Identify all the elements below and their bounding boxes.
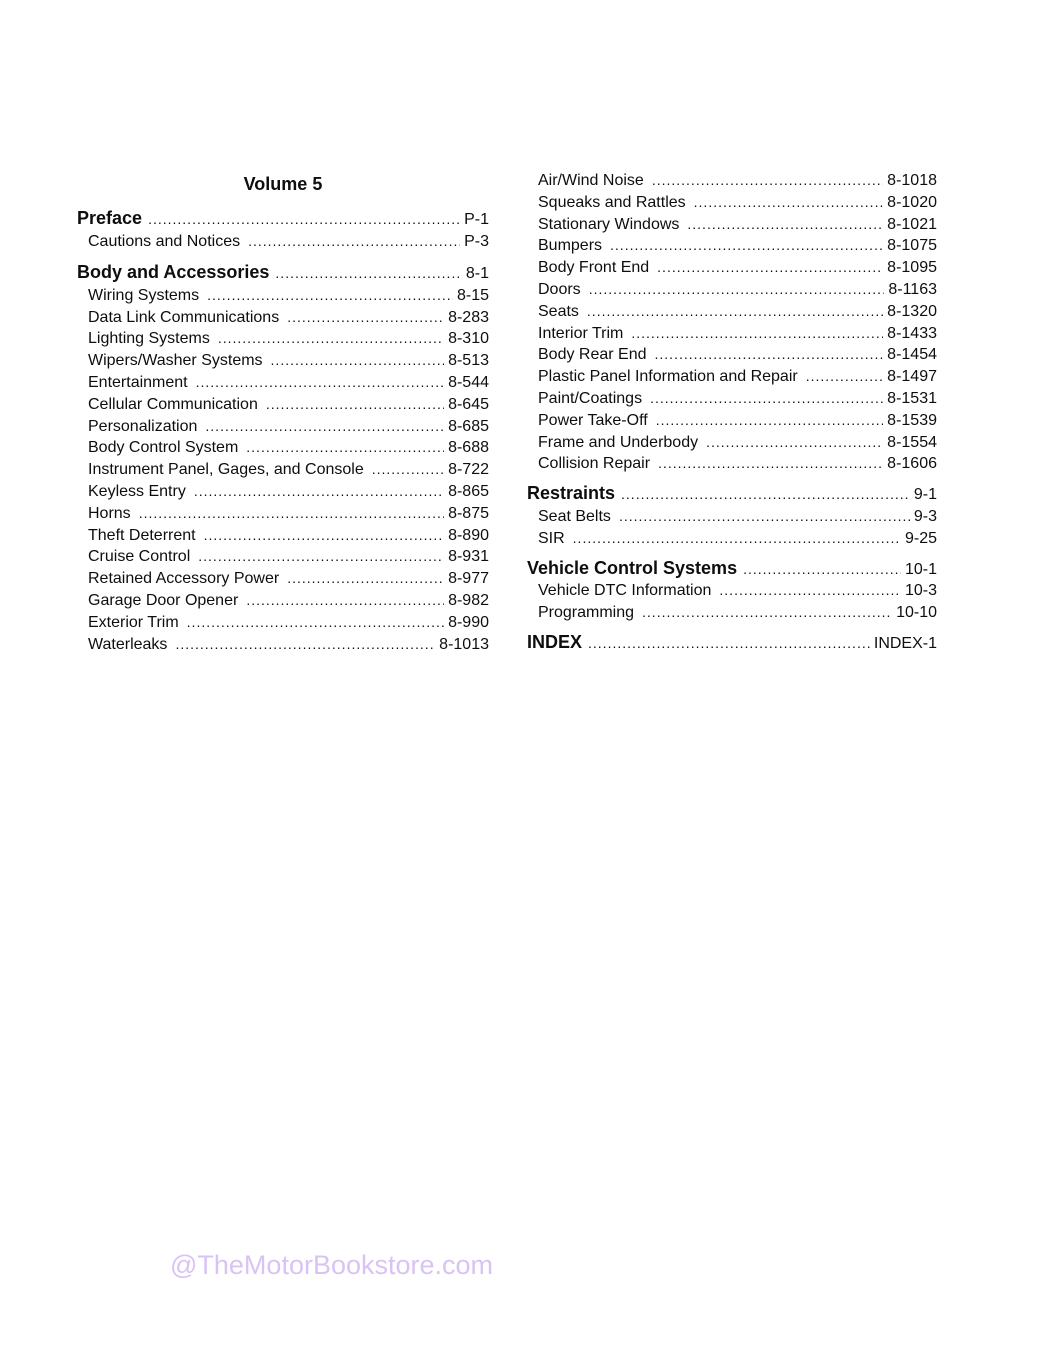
toc-entry-page: 8-875 xyxy=(448,504,489,522)
toc-entry-page: 8-685 xyxy=(448,417,489,435)
toc-entry-label: Doors xyxy=(538,280,581,298)
toc-entry-page: 8-688 xyxy=(448,439,489,457)
toc-entry-label: Power Take-Off xyxy=(538,411,648,429)
toc-entry-label: Garage Door Opener xyxy=(88,591,239,609)
toc-entry-label: Wipers/Washer Systems xyxy=(88,352,263,370)
toc-entry-page: 8-1606 xyxy=(887,455,937,473)
toc-right-column xyxy=(527,170,937,655)
toc-entry-page: 8-977 xyxy=(448,570,489,588)
toc-entry-label: Paint/Coatings xyxy=(538,389,643,407)
dot-leader xyxy=(148,208,460,230)
toc-entry-page: 8-1075 xyxy=(887,237,937,255)
toc-entry-label: Personalization xyxy=(88,417,198,435)
toc-entry-cautions-and-notices xyxy=(77,231,489,253)
toc-entry-page: 8-890 xyxy=(448,526,489,544)
toc-entry-label: Body and Accessories xyxy=(77,261,270,282)
dot-leader xyxy=(198,546,444,568)
toc-entry-page: 8-1454 xyxy=(887,346,937,364)
toc-entry-page: 8-865 xyxy=(448,482,489,500)
toc-entry-label: Vehicle Control Systems xyxy=(527,557,738,578)
toc-entry-page: 8-1320 xyxy=(887,302,937,320)
dot-leader xyxy=(218,328,444,350)
toc-entry-label: Body Rear End xyxy=(538,346,647,364)
toc-entry-label: Collision Repair xyxy=(538,455,651,473)
toc-entry-label: Squeaks and Rattles xyxy=(538,193,686,211)
toc-entry-instrument-panel-gages-and-console xyxy=(77,459,489,481)
toc-entry-page: 9-1 xyxy=(913,486,937,504)
toc-entry-exterior-trim xyxy=(77,612,489,634)
toc-entry-preface xyxy=(77,207,489,231)
toc-entry-page: 9-25 xyxy=(904,529,937,547)
dot-leader xyxy=(246,590,444,612)
toc-entry-label: Body Control System xyxy=(88,439,239,457)
toc-entry-page: 10-1 xyxy=(904,560,937,578)
toc-entry-data-link-communications xyxy=(77,307,489,329)
toc-entry-cellular-communication xyxy=(77,394,489,416)
toc-entry-entertainment xyxy=(77,372,489,394)
toc-entry-horns xyxy=(77,503,489,525)
toc-entry-squeaks-and-rattles xyxy=(527,192,937,214)
toc-entry-label: Vehicle DTC Information xyxy=(538,582,712,600)
toc-entry-label: Entertainment xyxy=(88,373,188,391)
toc-entry-page: 10-10 xyxy=(896,604,937,622)
toc-entry-body-front-end xyxy=(527,257,937,279)
toc-entry-label: Cautions and Notices xyxy=(88,233,241,250)
dot-leader xyxy=(655,344,884,366)
toc-entry-retained-accessory-power xyxy=(77,568,489,590)
toc-entry-label: Programming xyxy=(538,604,635,622)
toc-entry-power-take-off xyxy=(527,410,937,432)
toc-entry-label: Retained Accessory Power xyxy=(88,570,280,588)
dot-leader xyxy=(650,388,883,410)
toc-entry-page: 8-645 xyxy=(448,395,489,413)
toc-entry-seat-belts xyxy=(527,506,937,528)
toc-entry-label: Lighting Systems xyxy=(88,330,210,348)
dot-leader xyxy=(631,323,883,345)
toc-entry-page: 8-1013 xyxy=(439,635,489,653)
toc-entry-paint-coatings xyxy=(527,388,937,410)
dot-leader xyxy=(287,568,444,590)
toc-entry-page: 8-1163 xyxy=(888,280,937,298)
toc-entry-page: P-1 xyxy=(464,211,489,228)
toc-entry-body-rear-end xyxy=(527,344,937,366)
toc-entry-label: Theft Deterrent xyxy=(88,526,196,544)
toc-entry-wipers-washer-systems xyxy=(77,350,489,372)
dot-leader xyxy=(719,580,901,602)
toc-entry-page: 8-1 xyxy=(465,264,489,282)
toc-entry-sir xyxy=(527,528,937,550)
toc-entry-plastic-panel-information-and-repair xyxy=(527,366,937,388)
toc-entry-label: Data Link Communications xyxy=(88,308,280,326)
toc-entry-body-and-accessories xyxy=(77,261,489,285)
toc-entry-bumpers xyxy=(527,235,937,257)
dot-leader xyxy=(706,432,883,454)
dot-leader xyxy=(246,437,444,459)
toc-entry-page: 8-1554 xyxy=(887,433,937,451)
watermark-text: @TheMotorBookstore.com xyxy=(170,1250,494,1280)
dot-leader xyxy=(687,214,883,236)
toc-entry-collision-repair xyxy=(527,453,937,475)
toc-entry-body-control-system xyxy=(77,437,489,459)
volume-title: Volume 5 xyxy=(243,174,323,194)
dot-leader xyxy=(587,301,883,323)
toc-entry-page: 8-931 xyxy=(448,548,489,566)
toc-entry-seats xyxy=(527,301,937,323)
toc-entry-page: 10-3 xyxy=(904,582,937,600)
toc-entry-page: 8-544 xyxy=(448,373,489,391)
toc-entry-label: Frame and Underbody xyxy=(538,433,699,451)
toc-entry-page: 8-1497 xyxy=(887,368,937,386)
toc-left-column xyxy=(77,170,489,655)
dot-leader xyxy=(194,481,444,503)
toc-entry-label: Keyless Entry xyxy=(88,482,186,500)
dot-leader xyxy=(573,528,901,550)
toc-entry-label: Instrument Panel, Gages, and Console xyxy=(88,461,364,479)
toc-entry-label: Body Front End xyxy=(538,259,650,277)
toc-entry-label: Preface xyxy=(77,208,143,228)
dot-leader xyxy=(139,503,444,525)
toc-entry-lighting-systems xyxy=(77,328,489,350)
dot-leader xyxy=(271,350,445,372)
toc-entry-garage-door-opener xyxy=(77,590,489,612)
toc-entry-restraints xyxy=(527,483,937,506)
toc-entry-label: Wiring Systems xyxy=(88,286,200,304)
toc-entry-page: 8-1095 xyxy=(887,259,937,277)
toc-entry-page: 8-982 xyxy=(448,591,489,609)
toc-entry-page: 8-283 xyxy=(448,308,489,326)
dot-leader xyxy=(656,410,883,432)
toc-entry-waterleaks xyxy=(77,634,489,656)
dot-leader xyxy=(743,559,901,581)
toc-entry-label: Seats xyxy=(538,302,579,320)
toc-entry-page: 8-1021 xyxy=(887,215,937,233)
dot-leader xyxy=(205,416,444,438)
dot-leader xyxy=(589,279,885,301)
dot-leader xyxy=(204,525,444,547)
dot-leader xyxy=(275,262,461,284)
toc-entry-label: Bumpers xyxy=(538,237,603,255)
toc-entry-page: 8-722 xyxy=(448,461,489,479)
toc-entry-wiring-systems xyxy=(77,285,489,307)
toc-entry-page: 8-310 xyxy=(448,330,489,348)
dot-leader xyxy=(658,453,883,475)
toc-entry-label: Interior Trim xyxy=(538,324,624,342)
toc-entry-page: 8-1018 xyxy=(887,172,937,189)
toc-entry-label: INDEX xyxy=(527,631,583,652)
toc-entry-page: 8-513 xyxy=(448,352,489,370)
toc-entry-doors xyxy=(527,279,937,301)
toc-entry-frame-and-underbody xyxy=(527,432,937,454)
dot-leader xyxy=(175,634,435,656)
dot-leader xyxy=(196,372,444,394)
toc-entry-page: 8-1539 xyxy=(887,411,937,429)
toc-entry-interior-trim xyxy=(527,323,937,345)
toc-entry-page: 8-1020 xyxy=(887,193,937,211)
dot-leader xyxy=(652,170,883,192)
toc-entry-label: Cellular Communication xyxy=(88,395,258,413)
dot-leader xyxy=(287,307,444,329)
toc-entry-vehicle-control-systems xyxy=(527,558,937,581)
dot-leader xyxy=(642,602,892,624)
toc-entry-label: Seat Belts xyxy=(538,507,611,525)
toc-entry-vehicle-dtc-information xyxy=(527,580,937,602)
dot-leader xyxy=(588,633,870,655)
toc-entry-page: 8-1531 xyxy=(887,389,937,407)
dot-leader xyxy=(657,257,883,279)
toc-entry-stationary-windows xyxy=(527,214,937,236)
toc-entry-label: Horns xyxy=(88,504,131,522)
dot-leader xyxy=(694,192,884,214)
toc-entry-label: Restraints xyxy=(527,483,616,504)
toc-entry-label: Stationary Windows xyxy=(538,215,680,233)
dot-leader xyxy=(266,394,444,416)
toc-entry-air-wind-noise xyxy=(527,170,937,192)
toc-left-entries xyxy=(77,207,489,655)
dot-leader xyxy=(619,506,910,528)
toc-entry-personalization xyxy=(77,416,489,438)
toc-right-entries xyxy=(527,170,937,655)
dot-leader xyxy=(610,235,883,257)
toc-entry-index xyxy=(527,632,937,655)
toc-entry-page: 8-1433 xyxy=(887,324,937,342)
toc-entry-keyless-entry xyxy=(77,481,489,503)
toc-entry-page: P-3 xyxy=(464,233,489,250)
toc-entry-label: Air/Wind Noise xyxy=(538,172,644,189)
toc-entry-programming xyxy=(527,602,937,624)
dot-leader xyxy=(621,484,910,506)
toc-entry-label: SIR xyxy=(538,529,565,547)
dot-leader xyxy=(372,459,444,481)
dot-leader xyxy=(187,612,444,634)
toc-entry-label: Plastic Panel Information and Repair xyxy=(538,368,798,386)
toc-entry-label: Exterior Trim xyxy=(88,613,179,631)
dot-leader xyxy=(248,231,460,253)
toc-entry-page: INDEX-1 xyxy=(873,634,937,652)
toc-entry-theft-deterrent xyxy=(77,525,489,547)
dot-leader xyxy=(806,366,883,388)
toc-entry-label: Waterleaks xyxy=(88,635,168,653)
toc-entry-page: 8-990 xyxy=(448,613,489,631)
toc-entry-cruise-control xyxy=(77,546,489,568)
toc-entry-page: 8-15 xyxy=(456,286,489,304)
toc-entry-page: 9-3 xyxy=(913,507,937,525)
dot-leader xyxy=(207,285,453,307)
toc-entry-label: Cruise Control xyxy=(88,548,191,566)
